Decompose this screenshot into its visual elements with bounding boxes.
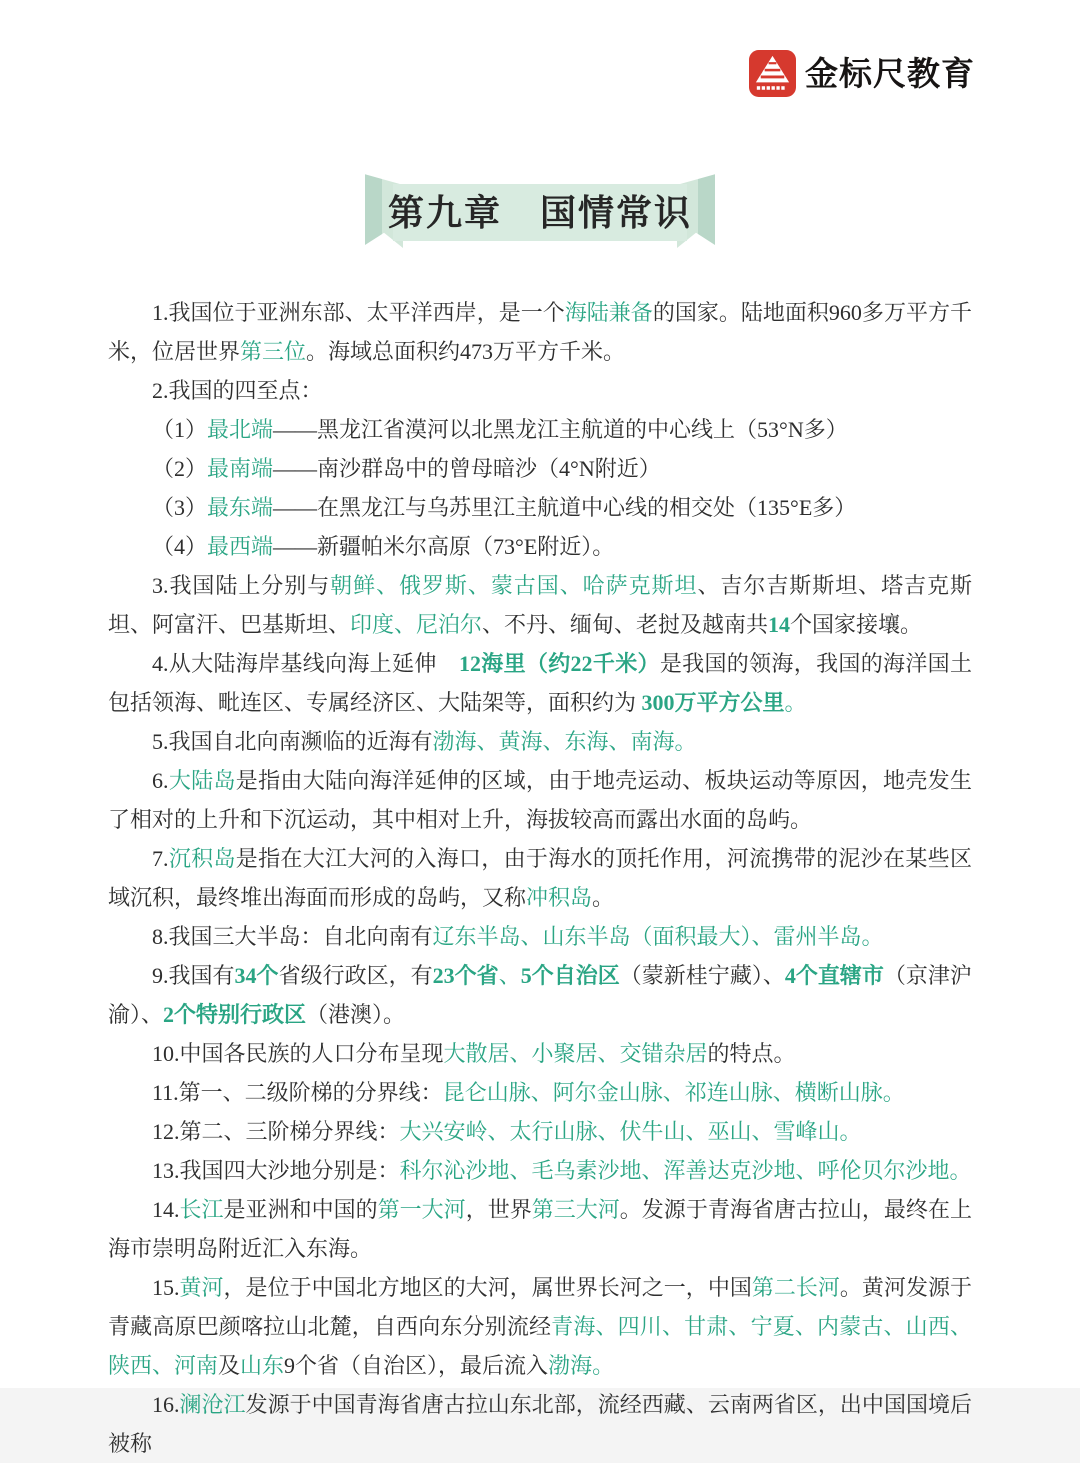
text-segment: 5.我国自北向南濒临的近海有 <box>152 729 433 754</box>
text-segment: 11.第一、二级阶梯的分界线： <box>152 1080 443 1105</box>
highlight-term: 长江 <box>179 1197 224 1222</box>
text-segment: 9个省（自治区），最后流入 <box>284 1353 549 1378</box>
paragraph <box>108 293 972 371</box>
paragraph <box>108 371 972 410</box>
text-segment: 省级行政区，有 <box>278 963 433 988</box>
text-segment: 6. <box>152 768 169 793</box>
highlight-term: 最南端 <box>207 456 274 481</box>
highlight-term: 。 <box>861 924 884 949</box>
text-segment: ——新疆帕米尔高原（73°E附近）。 <box>273 534 615 559</box>
paragraph <box>108 644 972 722</box>
highlight-term: 第一大河 <box>377 1197 466 1222</box>
text-segment: 8.我国三大半岛：自北向南有 <box>152 924 433 949</box>
text-segment: 的国家。陆地面积960多万平方千米，位居世界 <box>108 300 972 364</box>
paragraph <box>108 1385 972 1463</box>
paragraph <box>108 1073 972 1112</box>
text-segment: （2） <box>152 456 208 481</box>
highlight-term: 2个特别行政区 <box>163 1002 307 1027</box>
text-segment: 。 <box>592 885 615 910</box>
paragraph <box>108 1190 972 1268</box>
text-segment: 是我国的领海，我国的海洋国土包括领海、毗连区、专属经济区、大陆架等，面积约为 <box>108 651 972 715</box>
text-segment: ，世界 <box>465 1197 532 1222</box>
highlight-term: 大散居、小聚居、交错杂居 <box>443 1041 708 1066</box>
highlight-term: 、 <box>498 963 521 988</box>
text-segment: 是指在大江大河的入海口，由于海水的顶托作用，河流携带的泥沙在某些区域沉积，最终堆出海面而形成的岛屿，又称 <box>108 846 972 910</box>
text-segment: （京津沪渝）、 <box>108 963 972 1027</box>
paragraph <box>108 527 972 566</box>
highlight-term: 澜沧江 <box>179 1392 246 1417</box>
text-segment: 1.我国位于亚洲东部、太平洋西岸，是一个 <box>152 300 565 325</box>
text-segment: （3） <box>152 495 208 520</box>
highlight-term: 5个自治区 <box>520 963 620 988</box>
highlight-term: 山东 <box>240 1353 285 1378</box>
paragraph <box>108 566 972 644</box>
text-segment: 12.第二、三阶梯分界线： <box>152 1119 400 1144</box>
paragraph <box>108 410 972 449</box>
text-segment: 9.我国有 <box>152 963 235 988</box>
highlight-term: 渤海。 <box>548 1353 615 1378</box>
highlight-term: 最东端 <box>207 495 274 520</box>
text-segment: 是亚洲和中国的 <box>223 1197 378 1222</box>
text-segment: ——南沙群岛中的曾母暗沙（4°N附近） <box>273 456 661 481</box>
highlight-term: 最北端 <box>207 417 274 442</box>
paragraph <box>108 449 972 488</box>
highlight-term: 大兴安岭、太行山脉、伏牛山、巫山、雪峰山。 <box>399 1119 862 1144</box>
text-segment: 14. <box>152 1197 180 1222</box>
text-segment: （4） <box>152 534 208 559</box>
highlight-term: 青海、四川、甘肃、宁夏、内蒙古、山西、陕西、河南 <box>108 1314 972 1378</box>
chapter-banner-band <box>388 184 693 241</box>
text-segment: 2.我国的四至点： <box>152 378 323 403</box>
highlight-term: 300万平方公里 <box>641 690 785 715</box>
text-segment: 的特点。 <box>707 1041 796 1066</box>
text-segment: （蒙新桂宁藏）、 <box>619 963 785 988</box>
highlight-term: 海陆兼备 <box>564 300 653 325</box>
content <box>108 293 972 1463</box>
highlight-term: 朝鲜、俄罗斯、蒙古国、哈萨克斯坦 <box>330 573 698 598</box>
paragraph <box>108 1112 972 1151</box>
text-segment: 3.我国陆上分别与 <box>152 573 331 598</box>
chapter-title: 第九章 国情常识 <box>388 192 693 233</box>
brand-name: 金标尺教育 <box>805 55 975 92</box>
highlight-term: 冲积岛 <box>526 885 593 910</box>
text-segment: （港澳）。 <box>306 1002 406 1027</box>
highlight-term: 第三位 <box>240 339 307 364</box>
paragraph <box>108 1268 972 1385</box>
highlight-term: 第二长河 <box>751 1275 840 1300</box>
text-segment: 。发源于青海省唐古拉山，最终在上海市崇明岛附近汇入东海。 <box>108 1197 972 1261</box>
text-segment: 是指由大陆向海洋延伸的区域，由于地壳运动、板块运动等原因，地壳发生了相对的上升和下沉运动，其中相对上升，海拔较高而露出水面的岛屿。 <box>108 768 972 832</box>
highlight-term: 沉积岛 <box>168 846 236 871</box>
paragraph <box>108 1034 972 1073</box>
paragraph <box>108 917 972 956</box>
highlight-term: 渤海、黄海、东海、南海。 <box>432 729 697 754</box>
text-segment: 发源于中国青海省唐古拉山东北部，流经西藏、云南两省区，出中国国境后被称 <box>108 1392 972 1456</box>
highlight-term: 印度、尼泊尔 <box>350 612 483 637</box>
text-segment: 个国家接壤。 <box>790 612 923 637</box>
highlight-term: 。 <box>784 690 807 715</box>
highlight-term: 辽东半岛、山东半岛（面积最大）、雷州半岛 <box>432 924 862 949</box>
paragraph <box>108 956 972 1034</box>
text-segment: （1） <box>152 417 208 442</box>
text-segment: 7. <box>152 846 169 871</box>
text-segment: ——黑龙江省漠河以北黑龙江主航道的中心线上（53°N多） <box>273 417 848 442</box>
highlight-term: 4个直辖市 <box>784 963 884 988</box>
paragraph <box>108 839 972 917</box>
highlight-term: 昆仑山脉、阿尔金山脉、祁连山脉、横断山脉。 <box>442 1080 905 1105</box>
text-segment: 、不丹、缅甸、老挝及越南共 <box>482 612 769 637</box>
highlight-term: 大陆岛 <box>168 768 236 793</box>
brand-logo <box>749 50 975 97</box>
text-segment: 15. <box>152 1275 180 1300</box>
paragraph <box>108 722 972 761</box>
highlight-term: 黄河 <box>179 1275 224 1300</box>
highlight-term: 14 <box>768 612 791 637</box>
text-segment: 。海域总面积约473万平方千米。 <box>306 339 626 364</box>
text-segment: 16. <box>152 1392 180 1417</box>
highlight-term: 23个省 <box>432 963 499 988</box>
text-segment: 13.我国四大沙地分别是： <box>152 1158 400 1183</box>
paragraph <box>108 1151 972 1190</box>
text-segment: ，是位于中国北方地区的大河，属世界长河之一，中国 <box>223 1275 752 1300</box>
highlight-term: 最西端 <box>207 534 274 559</box>
paragraph <box>108 761 972 839</box>
highlight-term: 科尔沁沙地、毛乌素沙地、浑善达克沙地、呼伦贝尔沙地。 <box>399 1158 972 1183</box>
highlight-term: 34个 <box>234 963 279 988</box>
text-segment: 。黄河发源于青藏高原巴颜喀拉山北麓，自西向东分别流经 <box>108 1275 972 1339</box>
text-segment: 、吉尔吉斯斯坦、塔吉克斯坦、阿富汗、巴基斯坦、 <box>108 573 972 637</box>
text-segment: ——在黑龙江与乌苏里江主航道中心线的相交处（135°E多） <box>273 495 857 520</box>
text-segment: 4.从大陆海岸基线向海上延伸 <box>152 651 459 676</box>
highlight-term: 第三大河 <box>531 1197 620 1222</box>
paragraph <box>108 488 972 527</box>
text-segment: 及 <box>218 1353 241 1378</box>
highlight-term: 12海里（约22千米） <box>458 651 660 676</box>
chapter-banner <box>365 172 715 248</box>
text-segment: 10.中国各民族的人口分布呈现 <box>152 1041 444 1066</box>
pyramid-ruler-icon <box>749 50 796 97</box>
